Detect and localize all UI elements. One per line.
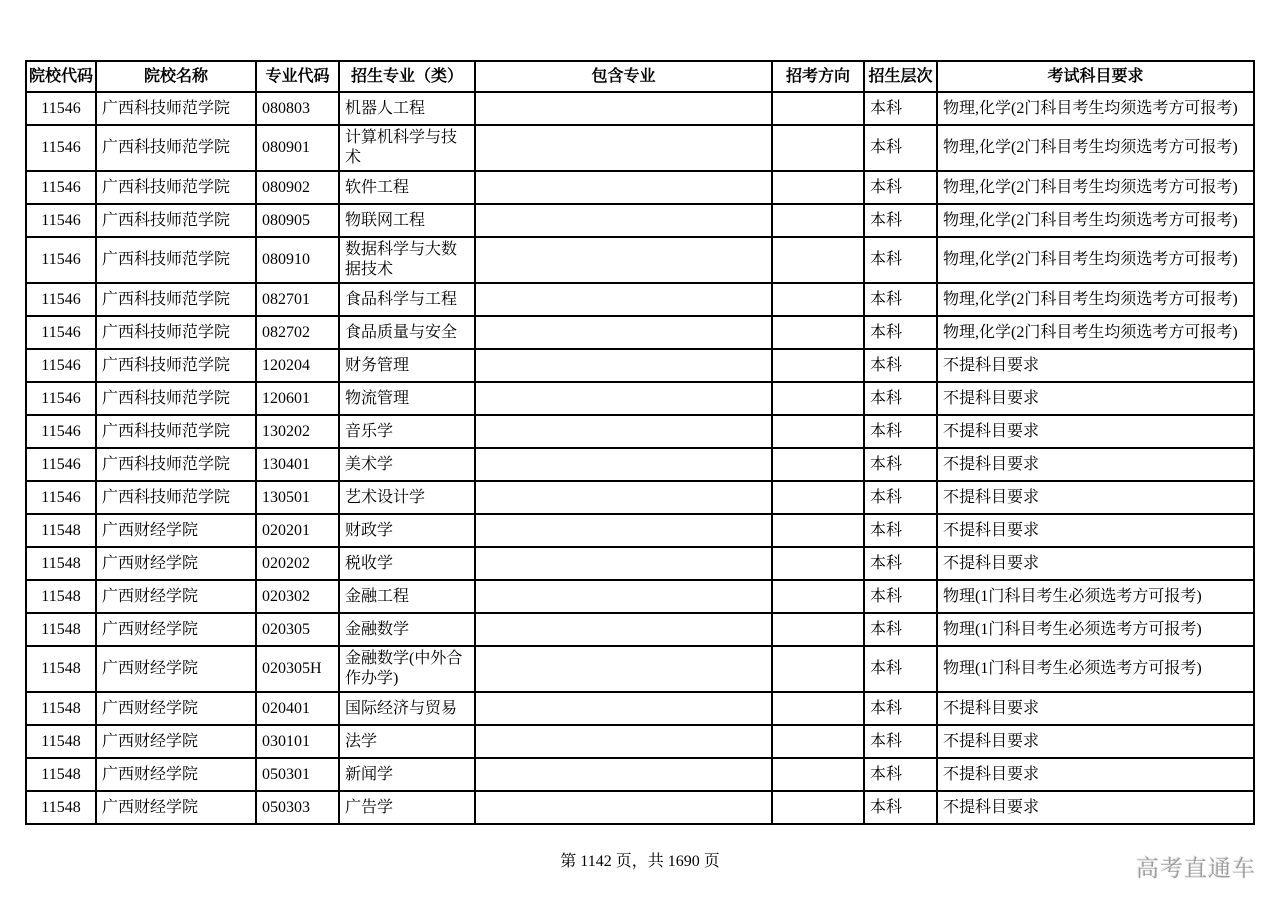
- table-row: [26, 382, 1254, 415]
- cell-major-name: 艺术设计学: [339, 481, 475, 514]
- cell-subject-requirement: 不提科目要求: [937, 514, 1254, 547]
- cell-major-name: 税收学: [339, 547, 475, 580]
- cell-included-majors: [475, 448, 772, 481]
- cell-included-majors: [475, 204, 772, 237]
- cell-education-level: 本科: [864, 481, 937, 514]
- cell-institution-code: 11548: [26, 791, 96, 824]
- cell-exam-direction: [772, 415, 864, 448]
- table-row: [26, 448, 1254, 481]
- cell-major-name: 财务管理: [339, 349, 475, 382]
- cell-institution-name: 广西财经学院: [96, 547, 256, 580]
- table-body: [26, 92, 1254, 824]
- cell-major-name: 软件工程: [339, 171, 475, 204]
- cell-institution-code: 11548: [26, 514, 96, 547]
- table-row: [26, 415, 1254, 448]
- cell-exam-direction: [772, 514, 864, 547]
- cell-education-level: 本科: [864, 613, 937, 646]
- cell-education-level: 本科: [864, 758, 937, 791]
- cell-major-name: 音乐学: [339, 415, 475, 448]
- cell-subject-requirement: 不提科目要求: [937, 349, 1254, 382]
- cell-education-level: 本科: [864, 415, 937, 448]
- cell-institution-code: 11548: [26, 692, 96, 725]
- cell-institution-name: 广西科技师范学院: [96, 237, 256, 283]
- cell-exam-direction: [772, 646, 864, 692]
- cell-major-code: 082702: [256, 316, 339, 349]
- cell-included-majors: [475, 283, 772, 316]
- cell-institution-code: 11546: [26, 237, 96, 283]
- table-row: [26, 349, 1254, 382]
- cell-education-level: 本科: [864, 692, 937, 725]
- cell-institution-code: 11546: [26, 349, 96, 382]
- cell-education-level: 本科: [864, 171, 937, 204]
- cell-major-name: 金融数学(中外合作办学): [339, 646, 475, 692]
- cell-institution-name: 广西财经学院: [96, 646, 256, 692]
- cell-education-level: 本科: [864, 349, 937, 382]
- table-row: [26, 580, 1254, 613]
- cell-exam-direction: [772, 448, 864, 481]
- cell-institution-code: 11546: [26, 481, 96, 514]
- cell-included-majors: [475, 382, 772, 415]
- cell-major-code: 080910: [256, 237, 339, 283]
- table-row: [26, 283, 1254, 316]
- cell-major-name: 国际经济与贸易: [339, 692, 475, 725]
- cell-institution-name: 广西科技师范学院: [96, 316, 256, 349]
- table-row: [26, 547, 1254, 580]
- cell-exam-direction: [772, 349, 864, 382]
- admissions-table: [25, 60, 1255, 825]
- cell-institution-code: 11548: [26, 547, 96, 580]
- cell-subject-requirement: 不提科目要求: [937, 415, 1254, 448]
- table-header-row: [26, 61, 1254, 92]
- cell-institution-code: 11548: [26, 646, 96, 692]
- cell-subject-requirement: 不提科目要求: [937, 547, 1254, 580]
- cell-major-code: 080905: [256, 204, 339, 237]
- table-row: [26, 92, 1254, 125]
- cell-institution-code: 11546: [26, 92, 96, 125]
- cell-institution-code: 11546: [26, 316, 96, 349]
- cell-subject-requirement: 不提科目要求: [937, 758, 1254, 791]
- cell-institution-code: 11546: [26, 283, 96, 316]
- cell-major-code: 020201: [256, 514, 339, 547]
- cell-institution-code: 11548: [26, 725, 96, 758]
- cell-institution-name: 广西财经学院: [96, 613, 256, 646]
- cell-subject-requirement: 不提科目要求: [937, 481, 1254, 514]
- table-row: [26, 613, 1254, 646]
- header-included-majors: 包含专业: [475, 61, 772, 92]
- cell-major-code: 020305H: [256, 646, 339, 692]
- cell-major-code: 050301: [256, 758, 339, 791]
- header-major-code: 专业代码: [256, 61, 339, 92]
- cell-education-level: 本科: [864, 92, 937, 125]
- cell-included-majors: [475, 692, 772, 725]
- table-row: [26, 791, 1254, 824]
- watermark: 高考直通车: [1136, 855, 1256, 881]
- cell-major-code: 120204: [256, 349, 339, 382]
- cell-included-majors: [475, 758, 772, 791]
- table-row: [26, 514, 1254, 547]
- cell-exam-direction: [772, 237, 864, 283]
- cell-exam-direction: [772, 613, 864, 646]
- table-row: [26, 125, 1254, 171]
- cell-institution-code: 11546: [26, 382, 96, 415]
- cell-exam-direction: [772, 547, 864, 580]
- cell-major-name: 金融工程: [339, 580, 475, 613]
- cell-major-name: 食品科学与工程: [339, 283, 475, 316]
- cell-institution-name: 广西科技师范学院: [96, 349, 256, 382]
- cell-major-code: 082701: [256, 283, 339, 316]
- cell-subject-requirement: 物理(1门科目考生必须选考方可报考): [937, 613, 1254, 646]
- cell-major-name: 物流管理: [339, 382, 475, 415]
- cell-institution-name: 广西财经学院: [96, 692, 256, 725]
- header-education-level: 招生层次: [864, 61, 937, 92]
- header-exam-direction: 招考方向: [772, 61, 864, 92]
- table-row: [26, 758, 1254, 791]
- cell-institution-code: 11548: [26, 580, 96, 613]
- cell-institution-name: 广西科技师范学院: [96, 481, 256, 514]
- cell-included-majors: [475, 791, 772, 824]
- cell-institution-name: 广西科技师范学院: [96, 125, 256, 171]
- table-row: [26, 316, 1254, 349]
- cell-major-code: 020305: [256, 613, 339, 646]
- cell-subject-requirement: 物理,化学(2门科目考生均须选考方可报考): [937, 237, 1254, 283]
- table-row: [26, 646, 1254, 692]
- cell-exam-direction: [772, 758, 864, 791]
- cell-subject-requirement: 物理(1门科目考生必须选考方可报考): [937, 646, 1254, 692]
- cell-education-level: 本科: [864, 237, 937, 283]
- cell-subject-requirement: 不提科目要求: [937, 382, 1254, 415]
- cell-major-name: 数据科学与大数据技术: [339, 237, 475, 283]
- cell-institution-name: 广西科技师范学院: [96, 171, 256, 204]
- cell-major-code: 120601: [256, 382, 339, 415]
- cell-included-majors: [475, 646, 772, 692]
- cell-major-code: 130501: [256, 481, 339, 514]
- cell-subject-requirement: 不提科目要求: [937, 791, 1254, 824]
- cell-education-level: 本科: [864, 283, 937, 316]
- cell-major-code: 050303: [256, 791, 339, 824]
- cell-included-majors: [475, 580, 772, 613]
- cell-major-name: 机器人工程: [339, 92, 475, 125]
- cell-exam-direction: [772, 692, 864, 725]
- header-institution-code: 院校代码: [26, 61, 96, 92]
- cell-major-code: 080902: [256, 171, 339, 204]
- cell-major-code: 020202: [256, 547, 339, 580]
- table-row: [26, 725, 1254, 758]
- cell-exam-direction: [772, 382, 864, 415]
- cell-major-name: 金融数学: [339, 613, 475, 646]
- cell-education-level: 本科: [864, 547, 937, 580]
- cell-exam-direction: [772, 125, 864, 171]
- cell-subject-requirement: 不提科目要求: [937, 725, 1254, 758]
- cell-major-code: 030101: [256, 725, 339, 758]
- cell-education-level: 本科: [864, 448, 937, 481]
- cell-exam-direction: [772, 92, 864, 125]
- cell-subject-requirement: 不提科目要求: [937, 448, 1254, 481]
- cell-institution-name: 广西科技师范学院: [96, 92, 256, 125]
- cell-exam-direction: [772, 481, 864, 514]
- cell-included-majors: [475, 349, 772, 382]
- header-subject-requirement: 考试科目要求: [937, 61, 1254, 92]
- cell-major-code: 130401: [256, 448, 339, 481]
- cell-included-majors: [475, 125, 772, 171]
- table-row: [26, 481, 1254, 514]
- cell-major-name: 食品质量与安全: [339, 316, 475, 349]
- cell-subject-requirement: 物理,化学(2门科目考生均须选考方可报考): [937, 316, 1254, 349]
- cell-subject-requirement: 物理,化学(2门科目考生均须选考方可报考): [937, 283, 1254, 316]
- cell-institution-name: 广西财经学院: [96, 791, 256, 824]
- cell-education-level: 本科: [864, 204, 937, 237]
- table-row: [26, 171, 1254, 204]
- cell-included-majors: [475, 415, 772, 448]
- cell-institution-name: 广西科技师范学院: [96, 448, 256, 481]
- cell-institution-name: 广西科技师范学院: [96, 204, 256, 237]
- cell-major-name: 广告学: [339, 791, 475, 824]
- cell-included-majors: [475, 316, 772, 349]
- cell-education-level: 本科: [864, 725, 937, 758]
- cell-included-majors: [475, 547, 772, 580]
- cell-subject-requirement: 物理,化学(2门科目考生均须选考方可报考): [937, 171, 1254, 204]
- cell-education-level: 本科: [864, 580, 937, 613]
- cell-major-name: 美术学: [339, 448, 475, 481]
- cell-included-majors: [475, 481, 772, 514]
- cell-education-level: 本科: [864, 125, 937, 171]
- cell-included-majors: [475, 237, 772, 283]
- header-major-name: 招生专业（类）: [339, 61, 475, 92]
- cell-education-level: 本科: [864, 791, 937, 824]
- cell-subject-requirement: 物理(1门科目考生必须选考方可报考): [937, 580, 1254, 613]
- table-row: [26, 237, 1254, 283]
- cell-institution-code: 11546: [26, 125, 96, 171]
- cell-major-code: 020401: [256, 692, 339, 725]
- cell-major-code: 130202: [256, 415, 339, 448]
- cell-exam-direction: [772, 283, 864, 316]
- cell-institution-name: 广西科技师范学院: [96, 382, 256, 415]
- cell-exam-direction: [772, 171, 864, 204]
- table-header: [26, 61, 1254, 92]
- cell-institution-code: 11546: [26, 415, 96, 448]
- cell-education-level: 本科: [864, 646, 937, 692]
- cell-institution-name: 广西财经学院: [96, 758, 256, 791]
- header-institution-name: 院校名称: [96, 61, 256, 92]
- cell-major-code: 080803: [256, 92, 339, 125]
- page-number: 第 1142 页，共 1690 页: [560, 853, 720, 870]
- cell-institution-name: 广西科技师范学院: [96, 415, 256, 448]
- cell-exam-direction: [772, 204, 864, 237]
- cell-included-majors: [475, 514, 772, 547]
- cell-major-code: 020302: [256, 580, 339, 613]
- cell-major-name: 新闻学: [339, 758, 475, 791]
- table-row: [26, 692, 1254, 725]
- cell-institution-code: 11546: [26, 448, 96, 481]
- cell-major-name: 物联网工程: [339, 204, 475, 237]
- cell-institution-code: 11546: [26, 204, 96, 237]
- cell-exam-direction: [772, 316, 864, 349]
- cell-exam-direction: [772, 791, 864, 824]
- cell-major-code: 080901: [256, 125, 339, 171]
- cell-subject-requirement: 物理,化学(2门科目考生均须选考方可报考): [937, 204, 1254, 237]
- cell-subject-requirement: 不提科目要求: [937, 692, 1254, 725]
- cell-subject-requirement: 物理,化学(2门科目考生均须选考方可报考): [937, 92, 1254, 125]
- cell-education-level: 本科: [864, 316, 937, 349]
- cell-included-majors: [475, 613, 772, 646]
- cell-included-majors: [475, 92, 772, 125]
- cell-institution-name: 广西财经学院: [96, 580, 256, 613]
- cell-exam-direction: [772, 725, 864, 758]
- cell-institution-name: 广西财经学院: [96, 514, 256, 547]
- cell-institution-code: 11548: [26, 758, 96, 791]
- cell-education-level: 本科: [864, 382, 937, 415]
- cell-institution-code: 11548: [26, 613, 96, 646]
- cell-institution-name: 广西财经学院: [96, 725, 256, 758]
- cell-education-level: 本科: [864, 514, 937, 547]
- cell-institution-code: 11546: [26, 171, 96, 204]
- cell-major-name: 法学: [339, 725, 475, 758]
- cell-institution-name: 广西科技师范学院: [96, 283, 256, 316]
- cell-major-name: 计算机科学与技术: [339, 125, 475, 171]
- cell-included-majors: [475, 171, 772, 204]
- cell-included-majors: [475, 725, 772, 758]
- cell-subject-requirement: 物理,化学(2门科目考生均须选考方可报考): [937, 125, 1254, 171]
- cell-exam-direction: [772, 580, 864, 613]
- cell-major-name: 财政学: [339, 514, 475, 547]
- table-row: [26, 204, 1254, 237]
